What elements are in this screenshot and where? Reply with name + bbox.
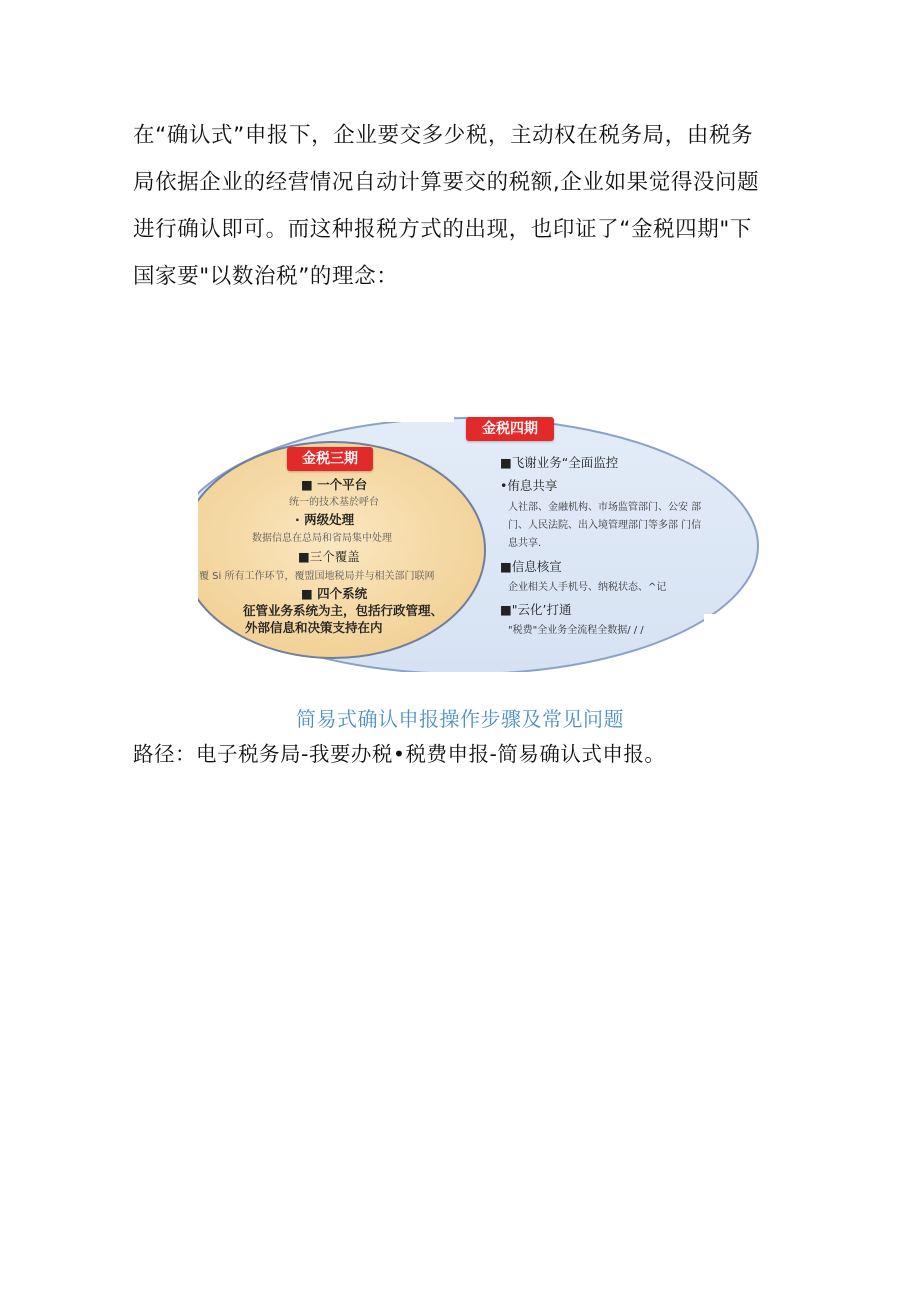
right-item: ■信息核宣 xyxy=(500,559,562,574)
intro-line: 局依据企业的经营情况自动计算要交的税额,企业如果觉得没问题 xyxy=(133,170,760,195)
right-item: •侑息共享 xyxy=(500,478,558,493)
right-item: 息共享. xyxy=(508,538,542,549)
left-item: ■ 四个系统 xyxy=(301,586,368,601)
mask-block xyxy=(168,382,198,687)
right-item: 门、人民法院、出入境管理部门等多部 门信 xyxy=(508,520,702,531)
mask-block xyxy=(168,382,454,422)
right-item: 企业相关人手机号、纳税状态、^记 xyxy=(508,582,667,593)
mask-block xyxy=(168,672,764,687)
mask-block xyxy=(724,382,764,452)
right-item: ■"云化’打通 xyxy=(500,602,572,617)
left-item: · 两级处理 xyxy=(295,512,355,527)
jinshui-3-badge: 金税三期 xyxy=(287,447,373,471)
path-text: 路径：电子税务局-我要办税•税费申报-简易确认式申报。 xyxy=(133,742,666,766)
left-item: 外部信息和决策支持在内 xyxy=(245,620,383,635)
golden-tax-diagram xyxy=(168,382,764,687)
intro-line: 进行确认即可。而这种报税方式的出现，也印证了“金税四期"下 xyxy=(133,217,752,242)
right-item: "税费"全业务全流程全数据/ / / xyxy=(508,625,644,636)
left-item: 数据信息在总局和省局集中处理 xyxy=(252,533,392,544)
intro-paragraph xyxy=(133,112,798,300)
left-item: 征管业务系统为主，包括行政管理、 xyxy=(243,603,444,618)
left-item: 覆 Si 所有工作环节，覆盟国地税局并与相关部门联网 xyxy=(199,571,435,582)
right-item: 人社部、金融机构、市场监管部门、公安 部 xyxy=(508,502,702,513)
jinshui-4-badge: 金税四期 xyxy=(466,417,554,441)
section-heading: 简易式确认申报操作步骤及常见问题 xyxy=(296,707,624,731)
left-item: 统一的技术基於呼台 xyxy=(289,497,379,508)
right-item: ■飞谢业务“全面监控 xyxy=(500,455,619,470)
left-item: ■三个覆盖 xyxy=(298,549,360,564)
intro-line: 在“确认式”申报下，企业要交多少税，主动权在税务局，由税务 xyxy=(133,123,754,148)
intro-line: 国家要"以数治税”的理念： xyxy=(133,264,399,289)
left-item: ■ 一个平台 xyxy=(301,477,368,492)
